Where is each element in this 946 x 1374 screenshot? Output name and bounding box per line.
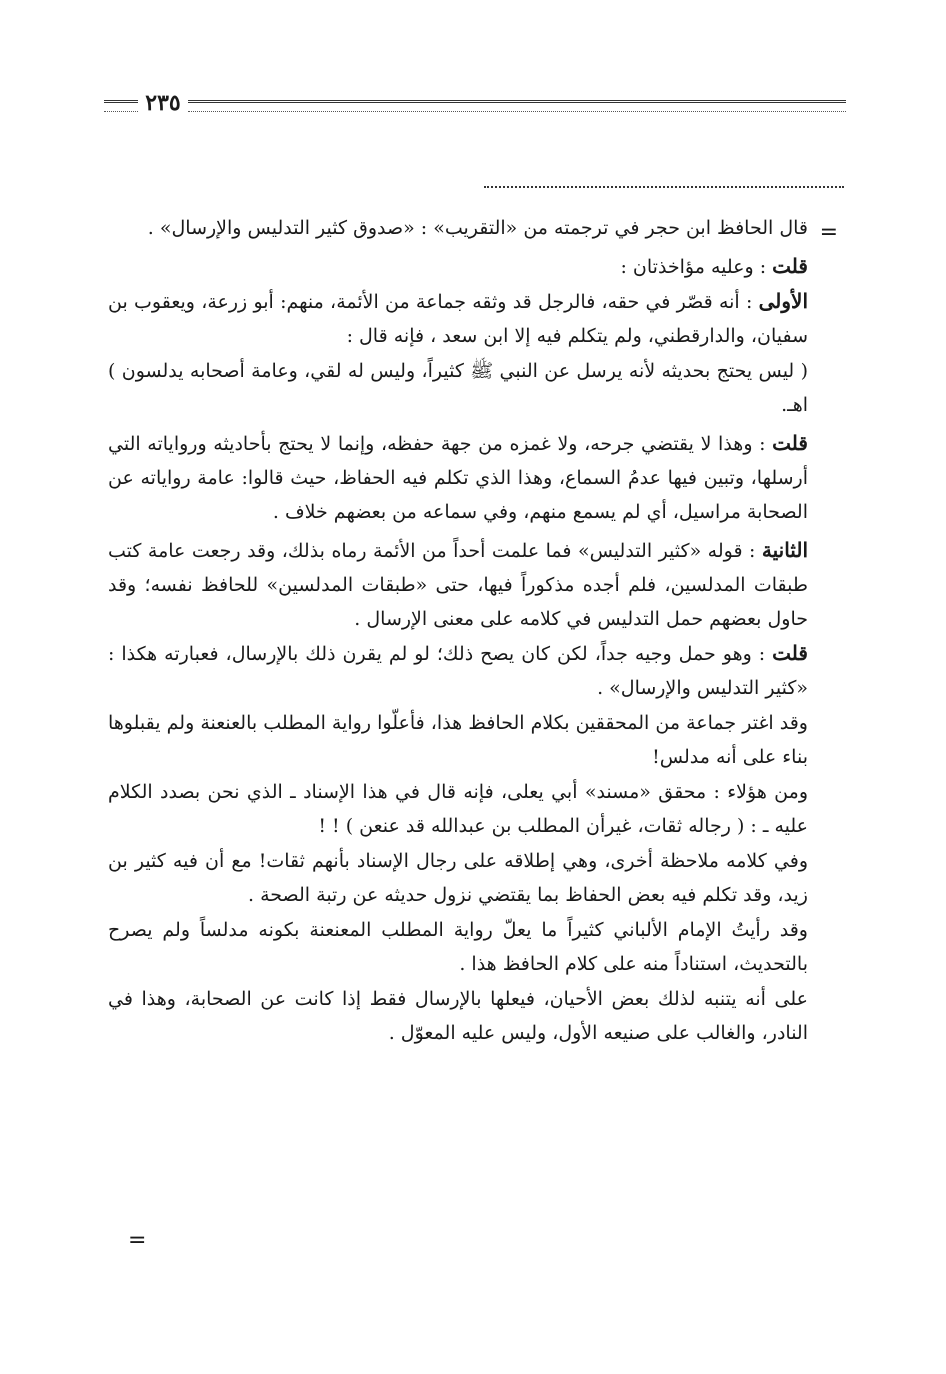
page-number: ٢٣٥	[145, 90, 181, 116]
paragraph	[108, 426, 808, 529]
paragraph	[108, 210, 808, 245]
paragraph	[108, 353, 808, 422]
page-header	[104, 90, 846, 122]
paragraph-text: قال الحافظ ابن حجر في ترجمته من «التقريب» : «صدوق كثير التدليس والإرسال» .	[147, 217, 808, 239]
paragraph	[108, 843, 808, 912]
paragraph-text: ومن هؤلاء : محقق «مسند» أبي يعلى، فإنه قال في هذا الإسناد ـ الذي نحن بصدد الكلام عليه ـ : ( رجاله ثقات، غيرأن المطلب بن عبدالله قد عنعن ) ! !	[108, 781, 808, 837]
header-rule-short	[104, 100, 138, 112]
footnote-body	[108, 210, 808, 1050]
footnote-separator	[484, 178, 844, 188]
paragraph-label: قلت	[772, 431, 808, 455]
paragraph	[108, 912, 808, 981]
paragraph-text: على أنه يتنبه لذلك بعض الأحيان، فيعلها بالإرسال فقط إذا كانت عن الصحابة، وهذا في النادر، والغالب على صنيعه الأول، وليس عليه المعوّل .	[108, 988, 808, 1044]
paragraph-label: قلت	[772, 641, 808, 665]
paragraph	[108, 705, 808, 774]
header-rule	[188, 100, 846, 112]
continuation-mark-start: =	[819, 220, 838, 245]
paragraph-text: وقد رأيتُ الإمام الألباني كثيراً ما يعلّ رواية المطلب المعنعنة بكونه مدلساً ولم يصرح بالتحديث، استناداً منه على كلام الحافظ هذا .	[108, 919, 808, 975]
paragraph	[108, 533, 808, 636]
paragraph	[108, 249, 808, 284]
paragraph-text: : وعليه مؤاخذتان :	[620, 256, 773, 278]
paragraph-text: : وهو حمل وجيه جداً، لكن كان يصح ذلك؛ لو لم يقرن ذلك بالإرسال، فعبارته هكذا : «كثير التدليس والإرسال» .	[108, 643, 808, 699]
paragraph	[108, 284, 808, 353]
paragraph	[108, 636, 808, 705]
paragraph	[108, 981, 808, 1050]
paragraph-text: ( ليس يحتج بحديثه لأنه يرسل عن النبي ﷺ كثيراً، وليس له لقي، وعامة أصحابه يدلسون ) اهـ.	[108, 360, 808, 416]
paragraph	[108, 774, 808, 843]
paragraph-label: الثانية	[761, 538, 808, 562]
paragraph-text: وفي كلامه ملاحظة أخرى، وهي إطلاقه على رجال الإسناد بأنهم ثقات! مع أن فيه كثير بن زيد، وقد تكلم فيه بعض الحفاظ بما يقتضي نزول حديثه عن رتبة الصحة .	[108, 850, 808, 906]
paragraph-text: : أنه قصّر في حقه، فالرجل قد وثقه جماعة من الأئمة، منهم: أبو زرعة، ويعقوب بن سفيان، والدارقطني، ولم يتكلم فيه إلا ابن سعد ، فإنه قال :	[108, 291, 808, 347]
continuation-mark-end: =	[128, 1228, 147, 1253]
paragraph-label: الأولى	[758, 289, 808, 313]
paragraph-text: : وهذا لا يقتضي جرحه، ولا غمزه من جهة حفظه، وإنما لا يحتج بأحاديثه ورواياته التي أرسلها، وتبين فيها عدمُ السماع، وهذا الذي تكلم فيه الحفاظ، حيث قالوا: عامة رواياته عن الصحابة مراسيل، أي لم يسمع منهم، وفي سماعه من بعضهم خلاف .	[108, 433, 808, 523]
paragraph-text: : قوله «كثير التدليس» فما علمت أحداً من الأئمة رماه بذلك، وقد رجعت عامة كتب طبقات المدلسين، فلم أجده مذكوراً فيها، حتى «طبقات المدلسين» للحافظ نفسه؛ وقد حاول بعضهم حمل التدليس في كلامه على معنى الإرسال .	[108, 540, 808, 630]
paragraph-label: قلت	[772, 254, 808, 278]
paragraph-text: وقد اغتر جماعة من المحققين بكلام الحافظ هذا، فأعلّوا رواية المطلب بالعنعنة ولم يقبلوها بناء على أنه مدلس!	[108, 712, 808, 768]
